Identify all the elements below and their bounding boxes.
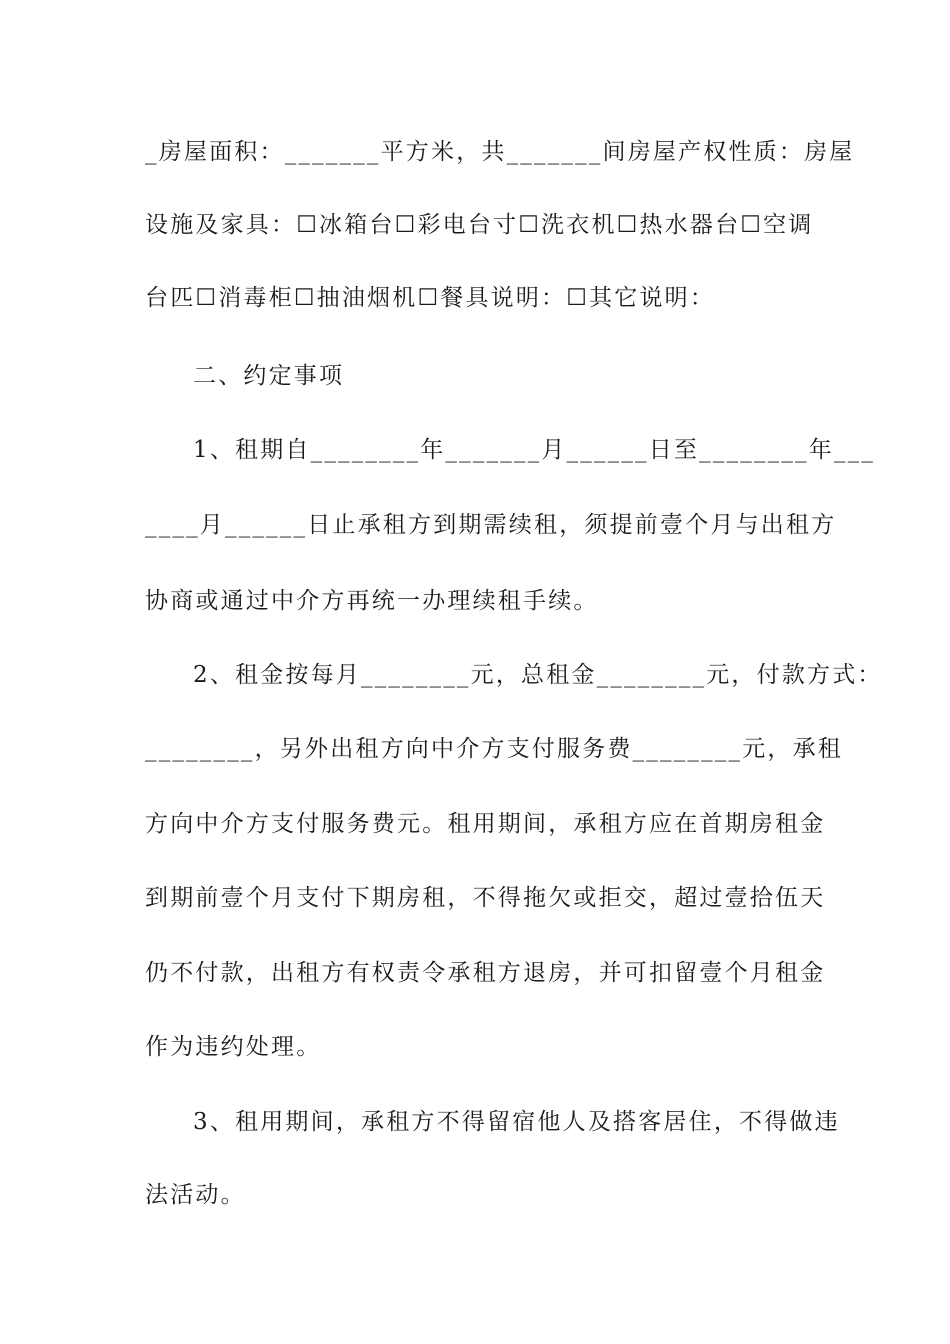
clause-1-line-2: ____月______日止承租方到期需续租，须提前壹个月与出租方 (145, 512, 837, 538)
clause-2-line-5: 仍不付款，出租方有权责令承租方退房，并可扣留壹个月租金 (145, 960, 826, 986)
text-line-facilities-continued: 台匹☐消毒柜☐抽油烟机☐餐具说明：☐其它说明： (145, 285, 716, 311)
section-heading-agreed-items: 二、约定事项 (193, 363, 345, 389)
clause-2-line-4: 到期前壹个月支付下期房租，不得拖欠或拒交，超过壹拾伍天 (145, 885, 826, 911)
clause-1-line-1: 1、租期自________年_______月______日至________年___ (193, 437, 876, 463)
clause-2-line-6: 作为违约处理。 (145, 1034, 322, 1060)
clause-1-line-3: 协商或通过中介方再统一办理续租手续。 (145, 588, 599, 614)
text-line-area: _房屋面积：_______平方米，共_______间房屋产权性质：房屋 (145, 139, 855, 165)
text-line-facilities: 设施及家具：☐冰箱台☐彩电台寸☐洗衣机☐热水器台☐空调 (145, 212, 814, 238)
clause-3-line-2: 法活动。 (145, 1182, 246, 1208)
clause-2-line-3: 方向中介方支付服务费元。租用期间，承租方应在首期房租金 (145, 811, 826, 837)
clause-3-line-1: 3、租用期间，承租方不得留宿他人及搭客居住，不得做违 (193, 1109, 840, 1135)
clause-2-line-2: ________，另外出租方向中介方支付服务费________元，承租 (145, 736, 843, 762)
clause-2-line-1: 2、租金按每月________元，总租金________元，付款方式： (193, 662, 883, 688)
